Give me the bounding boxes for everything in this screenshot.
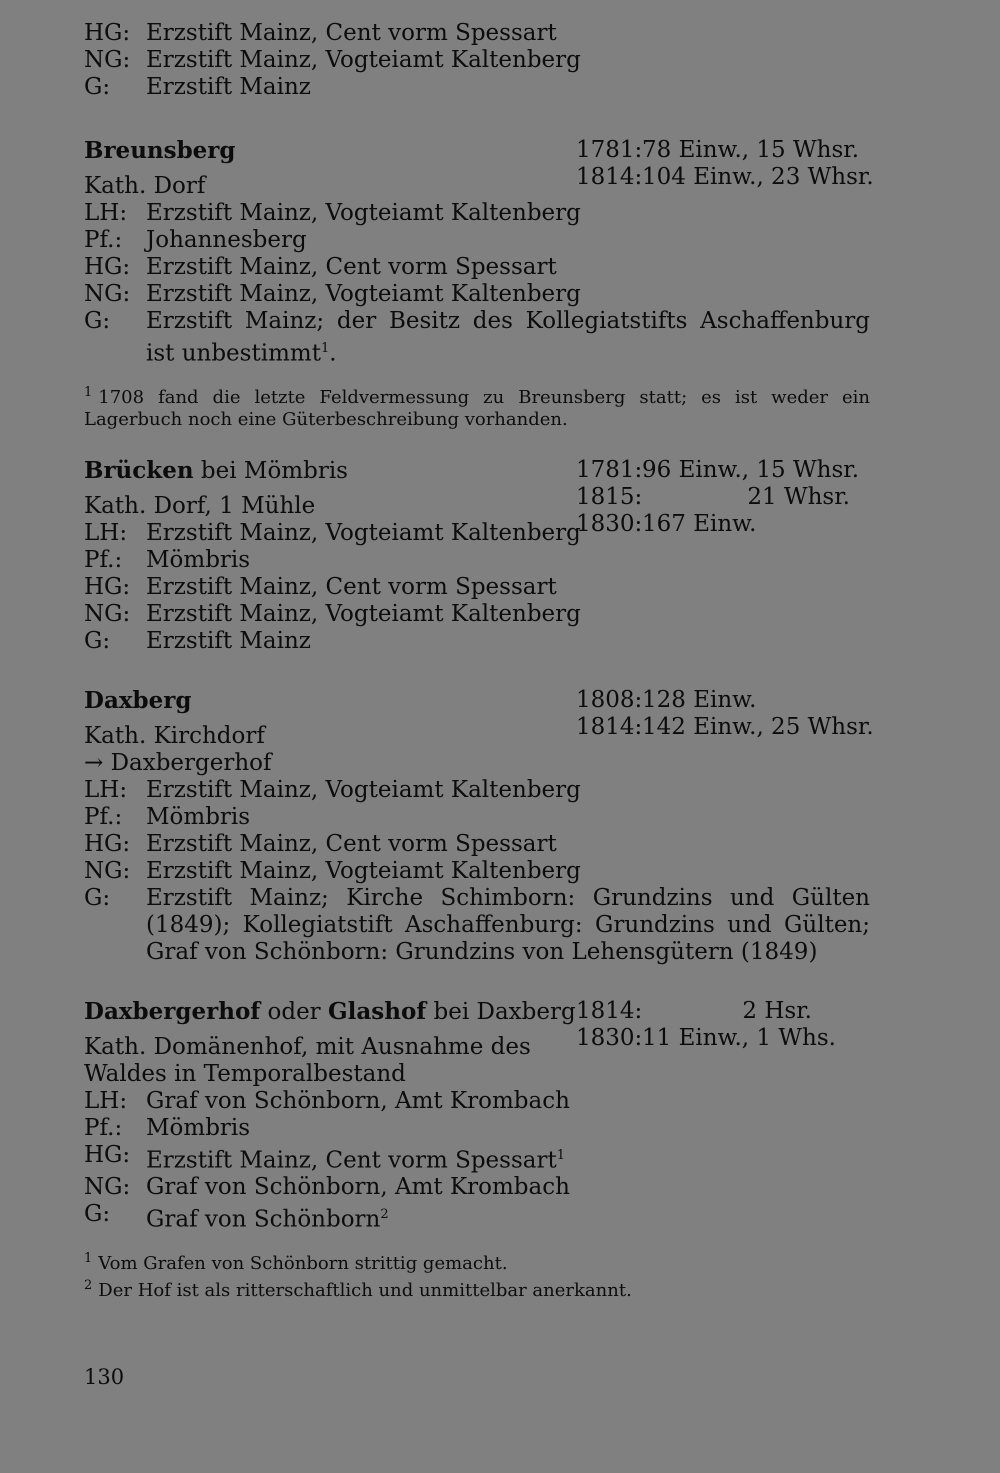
top-row-g	[84, 74, 870, 101]
row-ng: NG: Erzstift Mainz, Vogteiamt Kaltenberg	[84, 281, 581, 307]
entry-daxbergerhof	[84, 998, 870, 1302]
page-number: 130	[84, 1365, 125, 1389]
row-hg: HG: Erzstift Mainz, Cent vorm Spessart	[84, 573, 557, 600]
page-content	[84, 20, 874, 1302]
row-key: HG:	[84, 20, 131, 46]
row-ng: NG: Erzstift Mainz, Vogteiamt Kaltenberg	[84, 600, 581, 627]
entry-type: Kath. Kirchdorf	[84, 722, 265, 749]
entry-stats	[576, 686, 874, 741]
row-hg: HG: Erzstift Mainz, Cent vorm Spessart	[84, 254, 557, 280]
row-value: Erzstift Mainz, Vogteiamt Kaltenberg	[146, 47, 581, 73]
row-key: G:	[84, 74, 111, 100]
row-key: NG:	[84, 47, 131, 73]
row-value: Erzstift Mainz	[146, 74, 311, 100]
row-value: Erzstift Mainz, Cent vorm Spessart	[146, 20, 557, 46]
stat-row: 1815: 21 Whsr.	[576, 483, 850, 510]
entry-stats	[576, 456, 860, 538]
stat-row: 1814: 142 Einw., 25 Whsr.	[576, 713, 874, 740]
footnote: $^1$ 1708 fand die letzte Feldvermessung zu Breunsberg statt; es ist weder ein Lagerbuch noch eine Güterbeschreibung vorhanden.	[84, 384, 870, 430]
top-row-hg	[84, 20, 870, 47]
entry-bruecken	[84, 457, 870, 655]
row-pf: Pf.: Mömbris	[84, 1114, 251, 1141]
entry-title: Brücken bei Mömbris	[84, 456, 348, 484]
row-hg: HG: Erzstift Mainz, Cent vorm Spessart$^1$	[84, 1141, 566, 1174]
footnote: $^2$ Der Hof ist als ritterschaftlich und unmittelbar anerkannt.	[84, 1277, 632, 1301]
row-hg: HG: Erzstift Mainz, Cent vorm Spessart	[84, 830, 557, 857]
row-g: G: Erzstift Mainz	[84, 627, 311, 654]
row-lh: LH: Erzstift Mainz, Vogteiamt Kaltenberg	[84, 519, 581, 546]
entry-title: Daxbergerhof oder Glashof bei Daxberg	[84, 997, 576, 1025]
stat-row: 1808: 128 Einw.	[576, 686, 757, 713]
row-g: G: Erzstift Mainz; Kirche Schimborn: Grundzins und Gülten (1849); Kollegiatstift Aschaffenburg: Grundzins und Gülten; Graf von Schönborn: Grundzins von Lehensgütern (1849)	[84, 884, 870, 965]
row-pf: Pf.: Mömbris	[84, 546, 251, 573]
row-ng: NG: Graf von Schönborn, Amt Krombach	[84, 1174, 570, 1201]
top-block	[84, 20, 870, 101]
entry-title: Breunsberg	[84, 137, 236, 164]
entry-title: Daxberg	[84, 686, 192, 714]
cross-reference: → Daxbergerhof	[84, 749, 272, 776]
entry-type-cont: Waldes in Temporalbestand	[84, 1060, 406, 1087]
entry-type: Kath. Dorf, 1 Mühle	[84, 492, 316, 519]
entry-type: Kath. Domänenhof, mit Ausnahme des	[84, 1033, 531, 1060]
row-g: G: Erzstift Mainz; der Besitz des Kollegiatstifts Aschaffenburg ist unbestimmt$^1$.	[84, 308, 870, 367]
footnote: $^1$ Vom Grafen von Schönborn strittig gemacht.	[84, 1250, 508, 1274]
entry-type: Kath. Dorf	[84, 173, 206, 199]
top-row-ng	[84, 47, 870, 74]
row-g: G: Graf von Schönborn$^2$	[84, 1201, 389, 1233]
row-pf: Pf.: Johannesberg	[84, 227, 307, 253]
stat-row: 1814: 2 Hsr.	[576, 997, 812, 1024]
entry-stats	[576, 997, 836, 1052]
row-lh: LH: Graf von Schönborn, Amt Krombach	[84, 1087, 570, 1114]
entry-breunsberg	[84, 137, 874, 431]
stat-row: 1781: 96 Einw., 15 Whsr.	[576, 456, 860, 483]
stat-row: 1781: 78 Einw., 15 Whsr.	[576, 137, 860, 163]
stat-row: 1830: 167 Einw.	[576, 510, 757, 537]
row-pf: Pf.: Mömbris	[84, 803, 251, 830]
row-ng: NG: Erzstift Mainz, Vogteiamt Kaltenberg	[84, 857, 581, 884]
stat-row: 1814: 104 Einw., 23 Whsr.	[576, 164, 874, 190]
row-lh: LH: Erzstift Mainz, Vogteiamt Kaltenberg	[84, 776, 581, 803]
entry-daxberg	[84, 686, 874, 966]
row-lh: LH: Erzstift Mainz, Vogteiamt Kaltenberg	[84, 200, 581, 226]
entry-stats	[576, 137, 874, 191]
stat-row: 1830: 11 Einw., 1 Whs.	[576, 1024, 836, 1051]
